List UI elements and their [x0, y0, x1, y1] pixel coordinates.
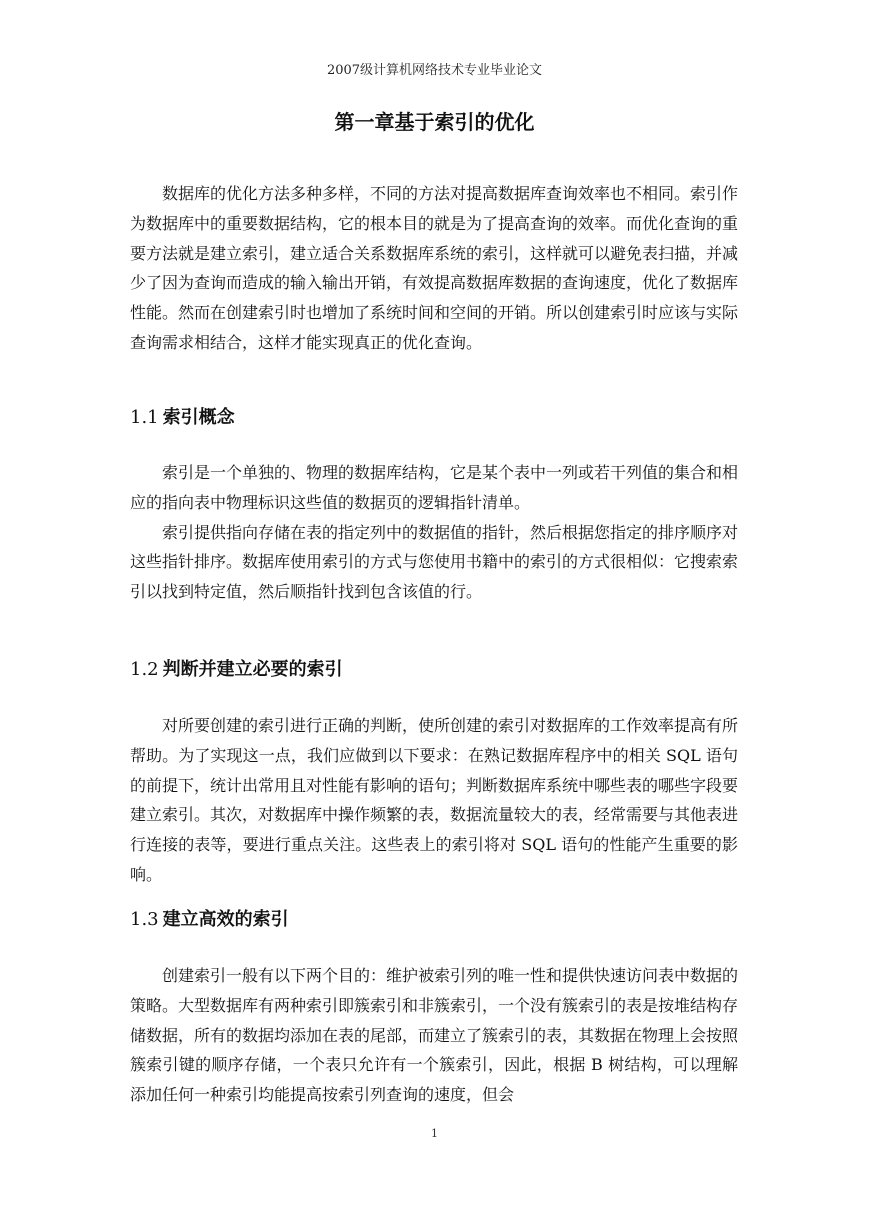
section-paragraph: 创建索引一般有以下两个目的：维护被索引列的唯一性和提供快速访问表中数据的策略。大型数据库有两种索引即簇索引和非簇索引，一个没有簇索引的表是按堆结构存储数据，所有的数据均添加在表的尾部，而建立了簇索引的表，其数据在物理上会按照簇索引键的顺序存储，一个表只允许有一个簇索引，因此，根据 B 树结构，可以理解添加任何一种索引均能提高按索引列查询的速度，但会 — [130, 966, 739, 1105]
section-number: 1.1 — [130, 407, 159, 428]
section-1-2-body — [130, 711, 738, 890]
section-heading-1-1 — [130, 405, 235, 431]
intro-paragraph: 数据库的优化方法多种多样，不同的方法对提高数据库查询效率也不相同。索引作为数据库中的重要数据结构，它的根本目的就是为了提高查询的效率。而优化查询的重要方法就是建立索引，建立适合关系数据库系统的索引，这样就可以避免表扫描，并减少了因为查询而造成的输入输出开销，有效提高数据库数据的查询速度，优化了数据库性能。然而在创建索引时也增加了系统时间和空间的开销。所以创建索引时应该与实际查询需求相结合，这样才能实现真正的优化查询。 — [130, 184, 739, 352]
page-number: 1 — [431, 1127, 438, 1140]
chapter-title: 第一章基于索引的优化 — [334, 110, 535, 134]
section-title: 建立高效的索引 — [162, 909, 289, 930]
intro-block — [130, 179, 738, 358]
section-title: 索引概念 — [162, 407, 235, 428]
section-number: 1.2 — [130, 659, 159, 680]
section-heading-1-3 — [130, 907, 289, 933]
section-paragraph: 对所要创建的索引进行正确的判断，使所创建的索引对数据库的工作效率提高有所帮助。为了实现这一点，我们应做到以下要求：在熟记数据库程序中的相关 SQL 语句的前提下，统计出常用且对性能有影响的语句；判断数据库系统中哪些表的哪些字段要建立索引。其次，对数据库中操作频繁的表，数据流量较大的表，经常需要与其他表进行连接的表等，要进行重点关注。这些表上的索引将对 SQL 语句的性能产生重要的影响。 — [130, 716, 739, 884]
section-paragraph: 索引是一个单独的、物理的数据库结构，它是某个表中一列或若干列值的集合和相应的指向表中物理标识这些值的数据页的逻辑指针清单。 — [130, 463, 739, 512]
section-heading-1-2 — [130, 657, 343, 683]
section-1-1-body — [130, 458, 738, 607]
running-header: 2007级计算机网络技术专业毕业论文 — [326, 63, 543, 78]
section-title: 判断并建立必要的索引 — [162, 659, 343, 680]
section-paragraph: 索引提供指向存储在表的指定列中的数据值的指针，然后根据您指定的排序顺序对这些指针排序。数据库使用索引的方式与您使用书籍中的索引的方式很相似：它搜索索引以找到特定值，然后顺指针找到包含该值的行。 — [130, 522, 739, 602]
section-number: 1.3 — [130, 909, 159, 930]
section-1-3-body — [130, 961, 738, 1110]
